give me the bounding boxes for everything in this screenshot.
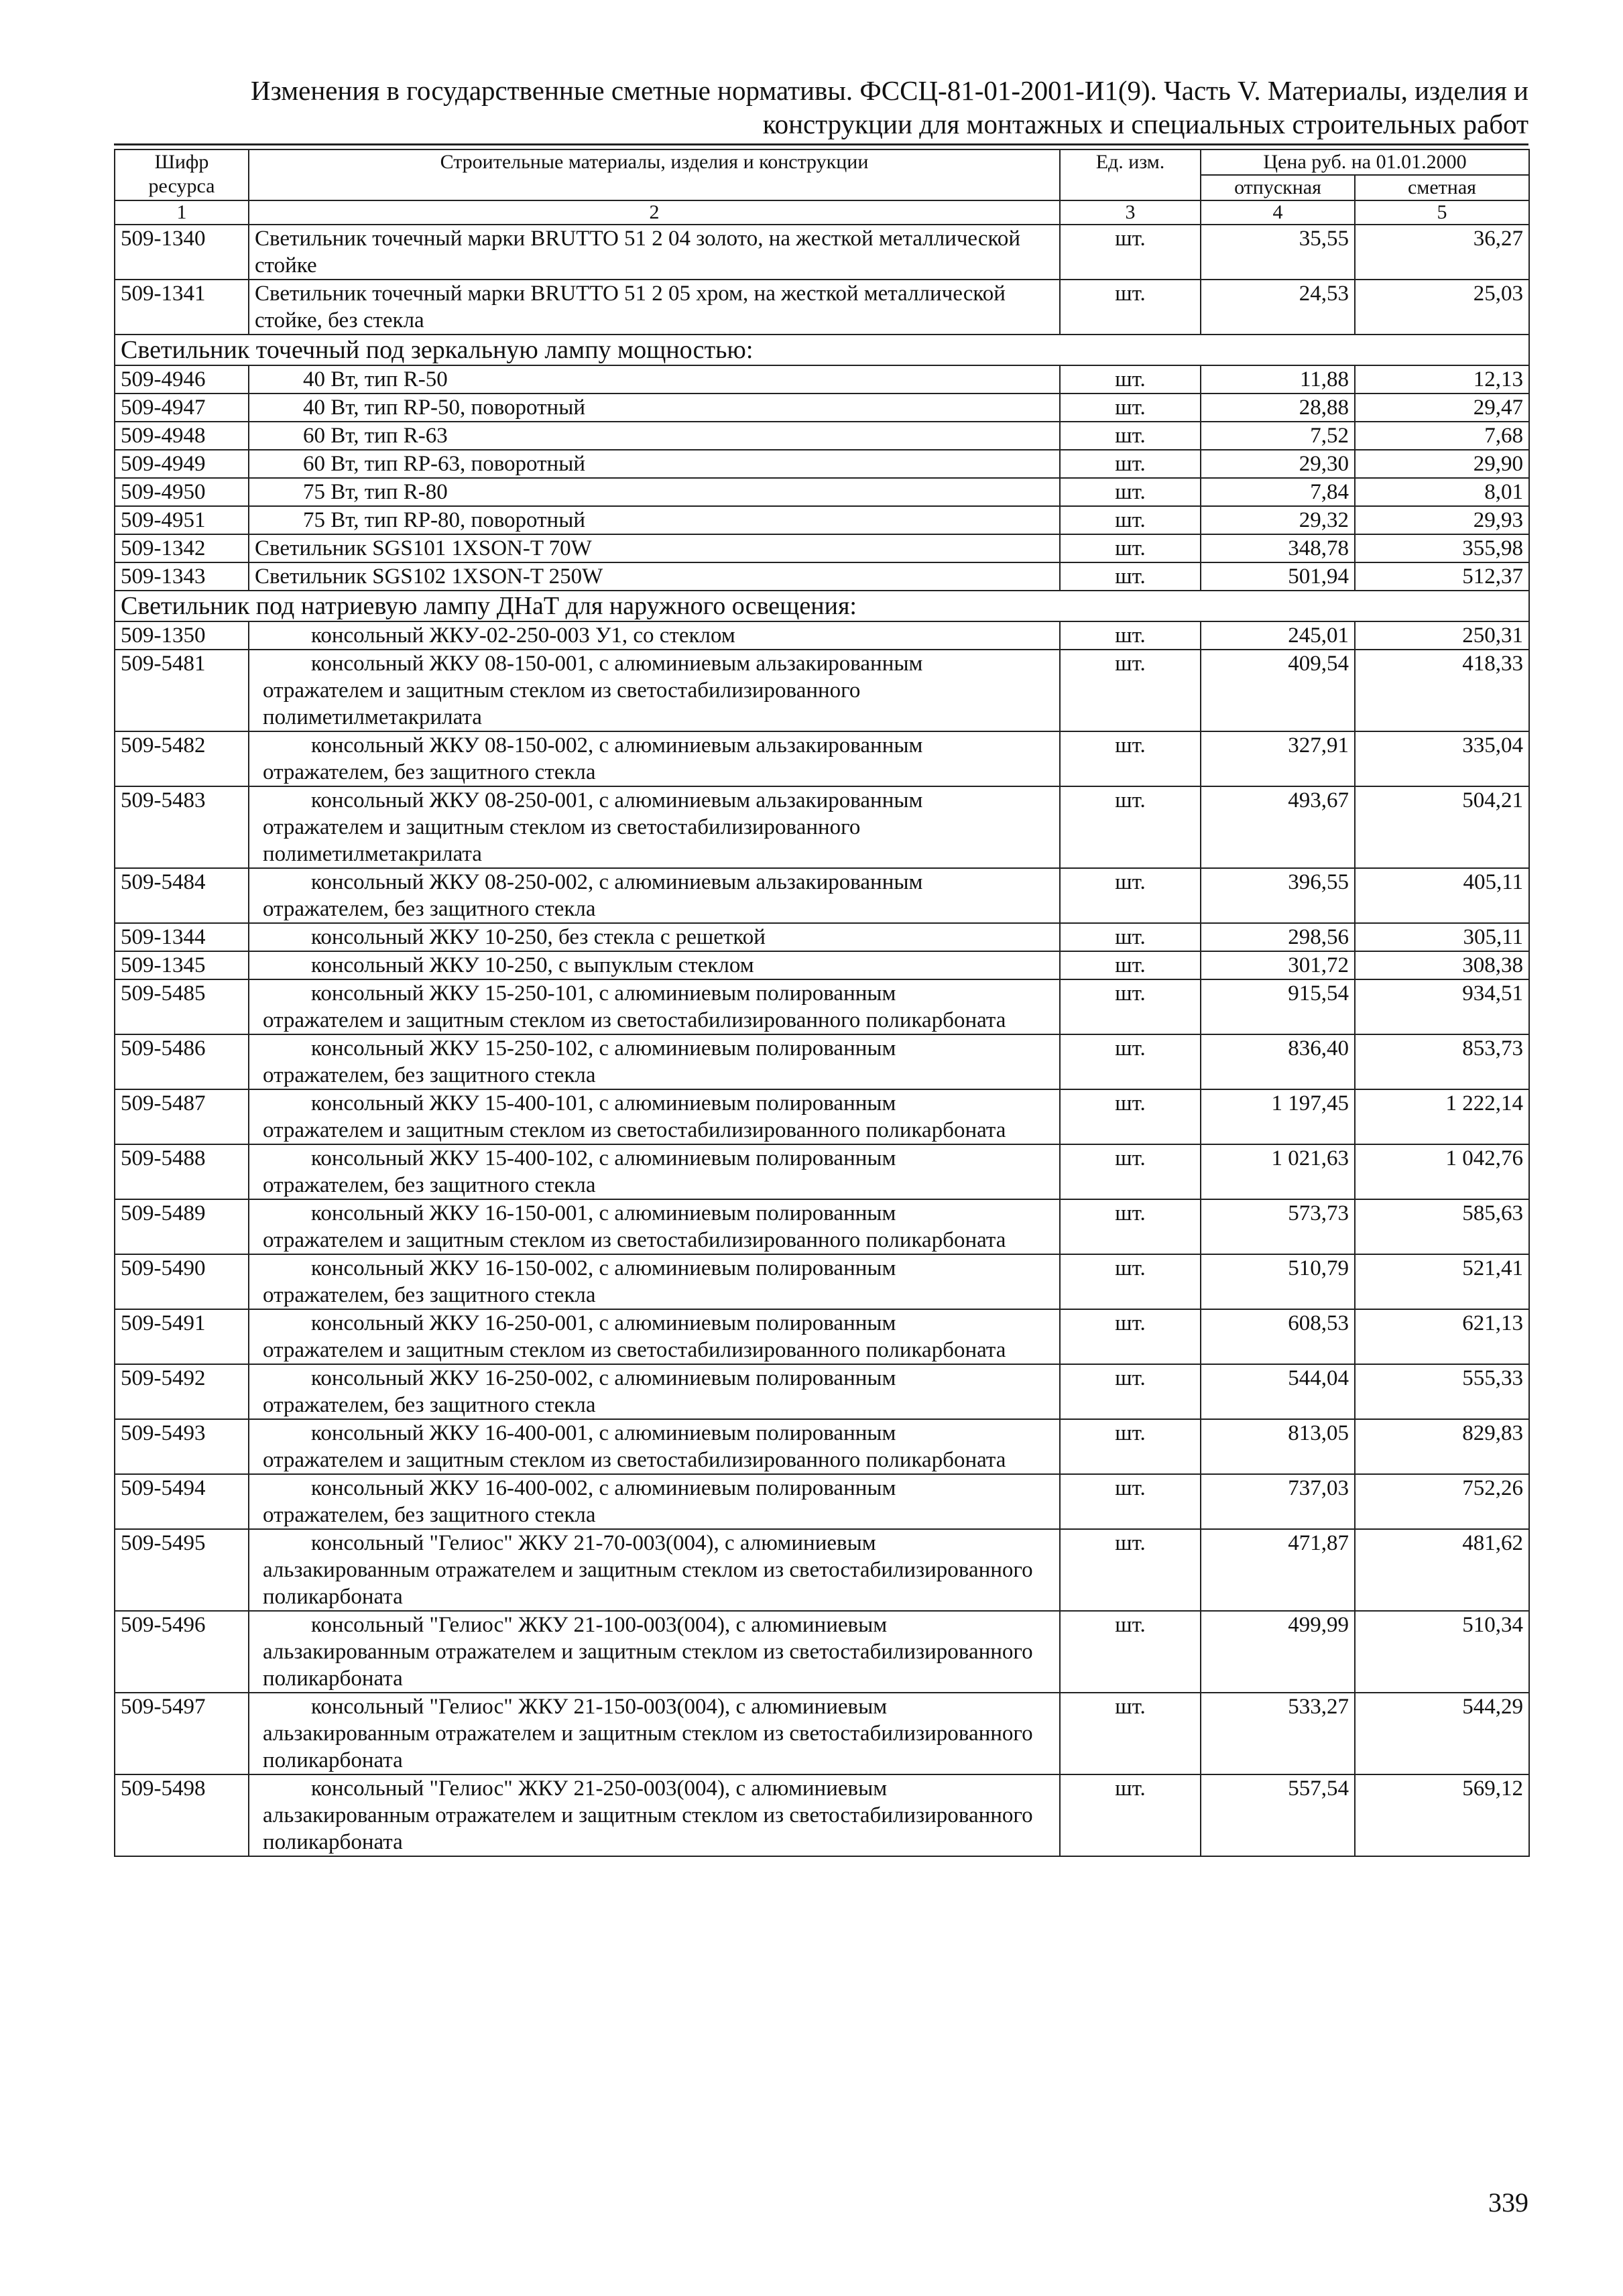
resource-name-first-line: консольный "Гелиос" ЖКУ 21-150-003(004), с алюминиевым (311, 1695, 888, 1719)
release-price: 396,55 (1201, 868, 1355, 923)
resource-code: 509-1340 (115, 225, 249, 280)
resource-name: Светильник точечный марки BRUTTO 51 2 05 хром, на жесткой металлической стойке, без стекла (249, 280, 1060, 335)
unit-of-measure: шт. (1060, 450, 1201, 478)
unit-of-measure: шт. (1060, 979, 1201, 1034)
release-price: 836,40 (1201, 1034, 1355, 1089)
resource-name: Светильник SGS102 1XSON-T 250W (249, 562, 1060, 591)
resource-name-first-line: консольный "Гелиос" ЖКУ 21-70-003(004), с алюминиевым (311, 1531, 876, 1555)
resource-name-first-line: консольный "Гелиос" ЖКУ 21-250-003(004), с алюминиевым (311, 1776, 888, 1801)
estimate-price: 29,47 (1355, 394, 1529, 422)
unit-of-measure: шт. (1060, 280, 1201, 335)
resource-name: 40 Вт, тип R-50 (249, 365, 1060, 394)
resource-name (249, 650, 1060, 731)
estimate-price: 829,83 (1355, 1419, 1529, 1474)
resource-code: 509-5492 (115, 1364, 249, 1419)
table-row (115, 450, 1529, 478)
unit-of-measure: шт. (1060, 394, 1201, 422)
table-row (115, 979, 1529, 1034)
resource-name: 60 Вт, тип R-63 (249, 422, 1060, 450)
release-price: 7,84 (1201, 478, 1355, 506)
table-row (115, 1474, 1529, 1529)
resource-name: Светильник точечный марки BRUTTO 51 2 04 золото, на жесткой металлической стойке (249, 225, 1060, 280)
column-numbers-row (115, 200, 1529, 225)
resource-name-first-line: консольный ЖКУ 08-150-002, с алюминиевым альзакированным (311, 733, 923, 758)
column-number: 1 (115, 200, 249, 225)
resource-code: 509-4949 (115, 450, 249, 478)
col-header-estimate-price: сметная (1355, 175, 1529, 200)
table-row (115, 534, 1529, 562)
column-number: 4 (1201, 200, 1355, 225)
release-price: 29,32 (1201, 506, 1355, 534)
resource-name-first-line: консольный ЖКУ 16-250-002, с алюминиевым полированным (311, 1366, 896, 1390)
resource-name-continuation: отражателем и защитным стеклом из светостабилизированного поликарбоната (263, 1008, 1006, 1032)
resource-name (249, 1144, 1060, 1199)
resource-name (249, 923, 1060, 951)
unit-of-measure: шт. (1060, 1364, 1201, 1419)
release-price: 28,88 (1201, 394, 1355, 422)
release-price: 409,54 (1201, 650, 1355, 731)
resource-code: 509-5489 (115, 1199, 249, 1254)
resource-code: 509-5487 (115, 1089, 249, 1144)
resource-name (249, 1199, 1060, 1254)
resource-code: 509-5485 (115, 979, 249, 1034)
table-row (115, 506, 1529, 534)
resource-name-first-line: консольный ЖКУ 16-150-002, с алюминиевым полированным (311, 1256, 896, 1280)
estimate-price: 305,11 (1355, 923, 1529, 951)
estimate-price: 308,38 (1355, 951, 1529, 979)
estimate-price: 934,51 (1355, 979, 1529, 1034)
unit-of-measure: шт. (1060, 868, 1201, 923)
group-heading-row (115, 335, 1529, 365)
page-number: 339 (1488, 2187, 1528, 2218)
resource-code: 509-5486 (115, 1034, 249, 1089)
table-row (115, 1034, 1529, 1089)
table-row (115, 650, 1529, 731)
estimate-price: 621,13 (1355, 1309, 1529, 1364)
resource-name-continuation: отражателем и защитным стеклом из светостабилизированного поликарбоната (263, 1118, 1006, 1142)
release-price: 915,54 (1201, 979, 1355, 1034)
estimate-price: 25,03 (1355, 280, 1529, 335)
estimate-price: 585,63 (1355, 1199, 1529, 1254)
column-number: 5 (1355, 200, 1529, 225)
release-price: 499,99 (1201, 1611, 1355, 1693)
resource-name (249, 1774, 1060, 1856)
estimate-price: 555,33 (1355, 1364, 1529, 1419)
table-row (115, 1309, 1529, 1364)
unit-of-measure: шт. (1060, 786, 1201, 868)
resource-name (249, 868, 1060, 923)
resource-name-continuation: отражателем, без защитного стекла (263, 760, 596, 784)
resource-name-continuation: отражателем, без защитного стекла (263, 1503, 596, 1527)
resource-name-first-line: консольный ЖКУ 16-400-001, с алюминиевым полированным (311, 1421, 896, 1445)
resource-code: 509-1341 (115, 280, 249, 335)
table-row (115, 1693, 1529, 1774)
resource-name (249, 1254, 1060, 1309)
resource-code: 509-4947 (115, 394, 249, 422)
estimate-price: 1 222,14 (1355, 1089, 1529, 1144)
estimate-price: 36,27 (1355, 225, 1529, 280)
table-row (115, 1199, 1529, 1254)
release-price: 11,88 (1201, 365, 1355, 394)
unit-of-measure: шт. (1060, 621, 1201, 650)
estimate-price: 504,21 (1355, 786, 1529, 868)
estimate-price: 853,73 (1355, 1034, 1529, 1089)
release-price: 501,94 (1201, 562, 1355, 591)
estimate-price: 335,04 (1355, 731, 1529, 786)
resource-name-first-line: консольный ЖКУ 16-400-002, с алюминиевым полированным (311, 1476, 896, 1500)
release-price: 608,53 (1201, 1309, 1355, 1364)
resource-code: 509-4950 (115, 478, 249, 506)
resource-code: 509-5482 (115, 731, 249, 786)
col-header-price: Цена руб. на 01.01.2000 (1201, 149, 1529, 175)
resource-code: 509-1345 (115, 951, 249, 979)
unit-of-measure: шт. (1060, 365, 1201, 394)
resource-name-first-line: консольный ЖКУ 10-250, без стекла с решеткой (311, 925, 766, 949)
resource-code: 509-5494 (115, 1474, 249, 1529)
table-row (115, 1419, 1529, 1474)
release-price: 557,54 (1201, 1774, 1355, 1856)
unit-of-measure: шт. (1060, 1199, 1201, 1254)
resource-name-continuation: отражателем и защитным стеклом из светостабилизированного поликарбоната (263, 1228, 1006, 1252)
resource-name: 75 Вт, тип R-80 (249, 478, 1060, 506)
resource-name-first-line: консольный ЖКУ-02-250-003 У1, со стеклом (311, 623, 735, 648)
release-price: 7,52 (1201, 422, 1355, 450)
resource-name-continuation: отражателем, без защитного стекла (263, 1393, 596, 1417)
unit-of-measure: шт. (1060, 1034, 1201, 1089)
resource-name: 75 Вт, тип RP-80, поворотный (249, 506, 1060, 534)
table-row (115, 422, 1529, 450)
unit-of-measure: шт. (1060, 225, 1201, 280)
release-price: 573,73 (1201, 1199, 1355, 1254)
unit-of-measure: шт. (1060, 923, 1201, 951)
resource-name: Светильник SGS101 1XSON-T 70W (249, 534, 1060, 562)
release-price: 29,30 (1201, 450, 1355, 478)
resource-name-continuation: отражателем, без защитного стекла (263, 1063, 596, 1087)
release-price: 813,05 (1201, 1419, 1355, 1474)
unit-of-measure: шт. (1060, 1693, 1201, 1774)
resource-name-continuation: альзакированным отражателем и защитным стеклом из светостабилизированного поликарбоната (263, 1721, 1033, 1772)
unit-of-measure: шт. (1060, 562, 1201, 591)
estimate-price: 569,12 (1355, 1774, 1529, 1856)
resource-name (249, 731, 1060, 786)
resource-name-first-line: консольный ЖКУ 16-150-001, с алюминиевым полированным (311, 1201, 896, 1225)
resource-code: 509-1343 (115, 562, 249, 591)
resource-name-continuation: отражателем, без защитного стекла (263, 1283, 596, 1307)
estimate-price: 8,01 (1355, 478, 1529, 506)
resource-name (249, 951, 1060, 979)
release-price: 471,87 (1201, 1529, 1355, 1611)
release-price: 493,67 (1201, 786, 1355, 868)
estimate-price: 250,31 (1355, 621, 1529, 650)
release-price: 24,53 (1201, 280, 1355, 335)
release-price: 1 021,63 (1201, 1144, 1355, 1199)
table-row (115, 280, 1529, 335)
resource-name-first-line: консольный ЖКУ 16-250-001, с алюминиевым полированным (311, 1311, 896, 1335)
resource-name (249, 1364, 1060, 1419)
table-row (115, 621, 1529, 650)
table-row (115, 1774, 1529, 1856)
estimate-price: 405,11 (1355, 868, 1529, 923)
resource-code: 509-5491 (115, 1309, 249, 1364)
table-row (115, 562, 1529, 591)
release-price: 533,27 (1201, 1693, 1355, 1774)
resource-name-continuation: отражателем и защитным стеклом из светостабилизированного полиметилметакрилата (263, 678, 861, 729)
resource-code: 509-1344 (115, 923, 249, 951)
estimate-price: 29,90 (1355, 450, 1529, 478)
release-price: 327,91 (1201, 731, 1355, 786)
resource-name-continuation: отражателем и защитным стеклом из светостабилизированного поликарбоната (263, 1448, 1006, 1472)
group-heading: Светильник под натриевую лампу ДНаТ для наружного освещения: (115, 591, 1529, 621)
resource-table (114, 149, 1530, 1857)
unit-of-measure: шт. (1060, 1254, 1201, 1309)
resource-name-continuation: отражателем, без защитного стекла (263, 897, 596, 921)
table-row (115, 394, 1529, 422)
column-number: 3 (1060, 200, 1201, 225)
unit-of-measure: шт. (1060, 534, 1201, 562)
resource-name-first-line: консольный ЖКУ 15-400-102, с алюминиевым полированным (311, 1146, 896, 1170)
column-number: 2 (249, 200, 1060, 225)
header-line-2: конструкции для монтажных и специальных строительных работ (762, 109, 1528, 139)
release-price: 301,72 (1201, 951, 1355, 979)
estimate-price: 418,33 (1355, 650, 1529, 731)
unit-of-measure: шт. (1060, 1089, 1201, 1144)
estimate-price: 544,29 (1355, 1693, 1529, 1774)
resource-name (249, 1529, 1060, 1611)
unit-of-measure: шт. (1060, 1774, 1201, 1856)
resource-code: 509-1350 (115, 621, 249, 650)
unit-of-measure: шт. (1060, 731, 1201, 786)
header-line-1: Изменения в государственные сметные нормативы. ФССЦ-81-01-2001-И1(9). Часть V. Материалы, изделия и (250, 75, 1528, 106)
resource-code: 509-5483 (115, 786, 249, 868)
resource-name-continuation: альзакированным отражателем и защитным стеклом из светостабилизированного поликарбоната (263, 1558, 1033, 1609)
col-header-code: Шифр ресурса (115, 149, 249, 200)
table-row (115, 365, 1529, 394)
release-price: 348,78 (1201, 534, 1355, 562)
resource-name-first-line: консольный ЖКУ 10-250, с выпуклым стеклом (311, 953, 754, 977)
resource-code: 509-5495 (115, 1529, 249, 1611)
table-row (115, 1364, 1529, 1419)
unit-of-measure: шт. (1060, 1611, 1201, 1693)
resource-code: 509-5484 (115, 868, 249, 923)
resource-name-first-line: консольный ЖКУ 15-400-101, с алюминиевым полированным (311, 1091, 896, 1115)
estimate-price: 1 042,76 (1355, 1144, 1529, 1199)
resource-name (249, 786, 1060, 868)
resource-name-first-line: консольный ЖКУ 08-250-001, с алюминиевым альзакированным (311, 788, 923, 812)
resource-name (249, 1693, 1060, 1774)
resource-name: 40 Вт, тип RP-50, поворотный (249, 394, 1060, 422)
resource-name (249, 1474, 1060, 1529)
col-header-name: Строительные материалы, изделия и конструкции (249, 149, 1060, 200)
resource-name-first-line: консольный ЖКУ 08-150-001, с алюминиевым альзакированным (311, 652, 923, 676)
resource-name-first-line: консольный ЖКУ 15-250-101, с алюминиевым полированным (311, 981, 896, 1006)
table-row (115, 1144, 1529, 1199)
estimate-price: 512,37 (1355, 562, 1529, 591)
release-price: 737,03 (1201, 1474, 1355, 1529)
resource-code: 509-4951 (115, 506, 249, 534)
resource-code: 509-4948 (115, 422, 249, 450)
estimate-price: 481,62 (1355, 1529, 1529, 1611)
resource-name-first-line: консольный ЖКУ 08-250-002, с алюминиевым альзакированным (311, 870, 923, 894)
resource-name (249, 979, 1060, 1034)
resource-name-continuation: отражателем и защитным стеклом из светостабилизированного полиметилметакрилата (263, 815, 861, 866)
estimate-price: 510,34 (1355, 1611, 1529, 1693)
unit-of-measure: шт. (1060, 478, 1201, 506)
release-price: 35,55 (1201, 225, 1355, 280)
estimate-price: 521,41 (1355, 1254, 1529, 1309)
resource-name-continuation: альзакированным отражателем и защитным стеклом из светостабилизированного поликарбоната (263, 1640, 1033, 1691)
unit-of-measure: шт. (1060, 422, 1201, 450)
resource-name (249, 1089, 1060, 1144)
page-header (114, 74, 1528, 141)
resource-name-continuation: альзакированным отражателем и защитным стеклом из светостабилизированного поликарбоната (263, 1803, 1033, 1854)
unit-of-measure: шт. (1060, 1309, 1201, 1364)
estimate-price: 7,68 (1355, 422, 1529, 450)
resource-code: 509-5490 (115, 1254, 249, 1309)
table-row (115, 951, 1529, 979)
group-heading: Светильник точечный под зеркальную лампу мощностью: (115, 335, 1529, 365)
table-row (115, 731, 1529, 786)
resource-name (249, 621, 1060, 650)
table-row (115, 868, 1529, 923)
resource-code: 509-4946 (115, 365, 249, 394)
resource-name (249, 1034, 1060, 1089)
resource-code: 509-5481 (115, 650, 249, 731)
estimate-price: 29,93 (1355, 506, 1529, 534)
resource-name (249, 1419, 1060, 1474)
group-heading-row (115, 591, 1529, 621)
table-row (115, 786, 1529, 868)
col-header-unit: Ед. изм. (1060, 149, 1201, 200)
release-price: 1 197,45 (1201, 1089, 1355, 1144)
release-price: 298,56 (1201, 923, 1355, 951)
table-row (115, 1089, 1529, 1144)
table-body (115, 225, 1529, 1856)
resource-name-first-line: консольный "Гелиос" ЖКУ 21-100-003(004), с алюминиевым (311, 1613, 888, 1637)
unit-of-measure: шт. (1060, 1474, 1201, 1529)
resource-code: 509-1342 (115, 534, 249, 562)
estimate-price: 355,98 (1355, 534, 1529, 562)
header-rule (114, 143, 1528, 145)
resource-name (249, 1611, 1060, 1693)
resource-code: 509-5488 (115, 1144, 249, 1199)
table-row (115, 1611, 1529, 1693)
unit-of-measure: шт. (1060, 506, 1201, 534)
resource-name-continuation: отражателем и защитным стеклом из светостабилизированного поликарбоната (263, 1338, 1006, 1362)
col-header-release-price: отпускная (1201, 175, 1355, 200)
unit-of-measure: шт. (1060, 1529, 1201, 1611)
table-row (115, 478, 1529, 506)
resource-code: 509-5496 (115, 1611, 249, 1693)
resource-code: 509-5493 (115, 1419, 249, 1474)
unit-of-measure: шт. (1060, 650, 1201, 731)
resource-name-first-line: консольный ЖКУ 15-250-102, с алюминиевым полированным (311, 1036, 896, 1061)
resource-code: 509-5497 (115, 1693, 249, 1774)
estimate-price: 752,26 (1355, 1474, 1529, 1529)
table-row (115, 225, 1529, 280)
resource-name (249, 1309, 1060, 1364)
release-price: 544,04 (1201, 1364, 1355, 1419)
resource-name: 60 Вт, тип RP-63, поворотный (249, 450, 1060, 478)
table-row (115, 1529, 1529, 1611)
unit-of-measure: шт. (1060, 1419, 1201, 1474)
resource-name-continuation: отражателем, без защитного стекла (263, 1173, 596, 1197)
estimate-price: 12,13 (1355, 365, 1529, 394)
table-row (115, 1254, 1529, 1309)
unit-of-measure: шт. (1060, 951, 1201, 979)
resource-code: 509-5498 (115, 1774, 249, 1856)
release-price: 510,79 (1201, 1254, 1355, 1309)
unit-of-measure: шт. (1060, 1144, 1201, 1199)
release-price: 245,01 (1201, 621, 1355, 650)
table-row (115, 923, 1529, 951)
